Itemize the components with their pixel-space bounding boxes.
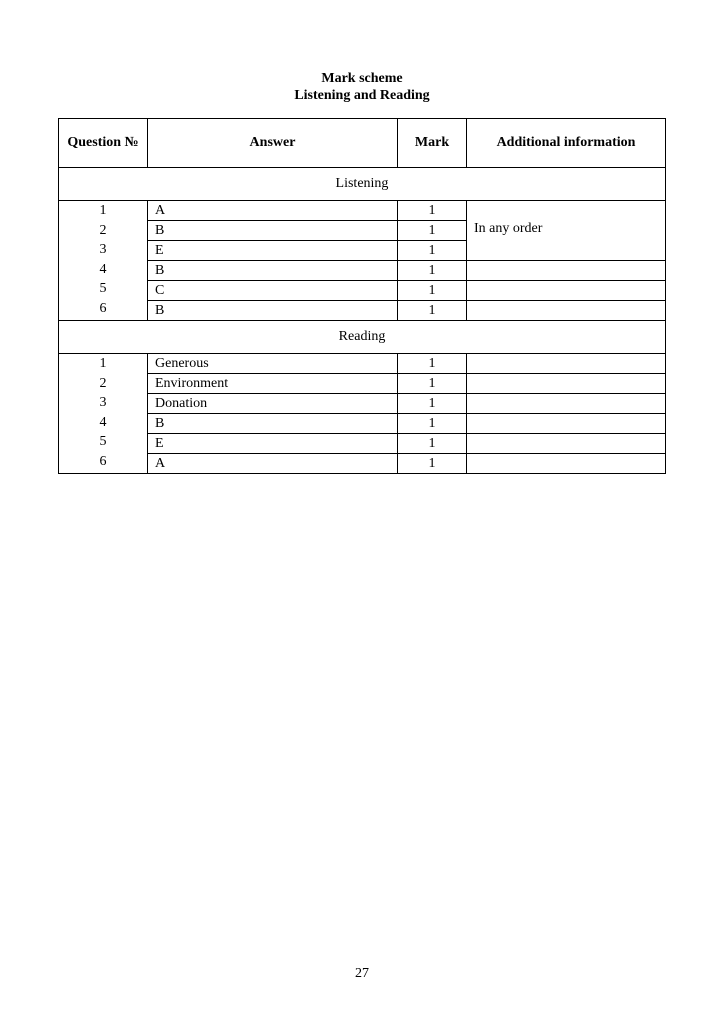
mark-cell: 1	[398, 201, 467, 221]
info-cell-empty	[467, 374, 666, 394]
answer-cell: B	[148, 414, 398, 434]
table-row	[59, 281, 666, 301]
header-mark: Mark	[398, 119, 467, 168]
question-number: 6	[99, 453, 107, 469]
answer-cell: E	[148, 241, 398, 261]
answer-cell: A	[148, 201, 398, 221]
mark-cell: 1	[398, 414, 467, 434]
answer-cell: C	[148, 281, 398, 301]
question-number: 5	[99, 281, 107, 297]
question-number: 2	[99, 375, 107, 391]
page-number: 27	[355, 966, 369, 981]
question-number: 1	[99, 356, 107, 371]
mark-cell: 1	[398, 301, 467, 321]
question-number: 1	[99, 203, 107, 218]
question-numbers	[59, 354, 148, 474]
mark-cell: 1	[398, 394, 467, 414]
mark-cell: 1	[398, 261, 467, 281]
answer-cell: E	[148, 434, 398, 454]
table-row	[59, 454, 666, 474]
answer-cell: B	[148, 221, 398, 241]
question-number: 4	[99, 261, 107, 277]
header-question: Question №	[59, 119, 148, 168]
info-cell: In any order	[467, 201, 666, 261]
info-cell-empty	[467, 354, 666, 374]
mark-cell: 1	[398, 354, 467, 374]
answer-cell: B	[148, 261, 398, 281]
section-row-listening	[59, 168, 666, 201]
table-row	[59, 301, 666, 321]
section-row-reading	[59, 321, 666, 354]
info-cell-empty	[467, 261, 666, 281]
mark-scheme-table	[58, 118, 666, 474]
table-row	[59, 394, 666, 414]
doc-title: Mark scheme	[321, 71, 403, 86]
answer-cell: Donation	[148, 394, 398, 414]
mark-cell: 1	[398, 241, 467, 261]
info-cell-empty	[467, 394, 666, 414]
table-row	[59, 261, 666, 281]
info-cell-empty	[467, 281, 666, 301]
mark-cell: 1	[398, 454, 467, 474]
table-row	[59, 374, 666, 394]
info-cell-empty	[467, 301, 666, 321]
question-number: 3	[99, 395, 107, 411]
question-number: 3	[99, 242, 107, 258]
answer-cell: B	[148, 301, 398, 321]
mark-cell: 1	[398, 221, 467, 241]
info-cell-empty	[467, 414, 666, 434]
answer-cell: Environment	[148, 374, 398, 394]
section-title: Reading	[59, 321, 666, 354]
mark-cell: 1	[398, 281, 467, 301]
question-number: 6	[99, 300, 107, 316]
table-row	[59, 354, 666, 374]
question-number: 5	[99, 434, 107, 450]
mark-cell: 1	[398, 434, 467, 454]
info-cell-empty	[467, 454, 666, 474]
header-answer: Answer	[148, 119, 398, 168]
info-cell-empty	[467, 434, 666, 454]
answer-cell: A	[148, 454, 398, 474]
header-info: Additional information	[467, 119, 666, 168]
answer-cell: Generous	[148, 354, 398, 374]
table-row	[59, 201, 666, 221]
header-row	[59, 119, 666, 168]
question-number: 2	[99, 222, 107, 238]
table-row	[59, 434, 666, 454]
question-numbers	[59, 201, 148, 321]
mark-cell: 1	[398, 374, 467, 394]
question-number: 4	[99, 414, 107, 430]
section-title: Listening	[59, 168, 666, 201]
table-row	[59, 414, 666, 434]
doc-subtitle: Listening and Reading	[294, 88, 430, 103]
